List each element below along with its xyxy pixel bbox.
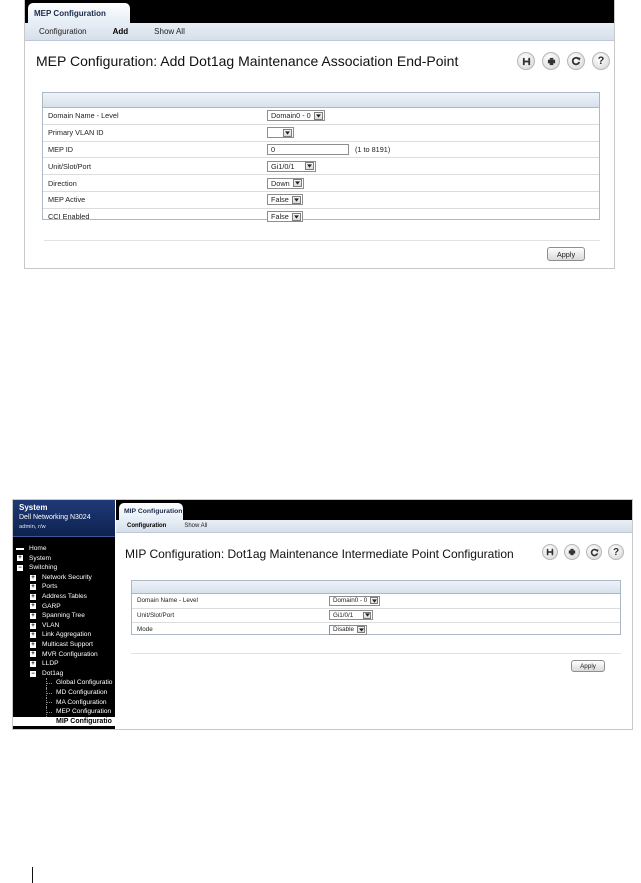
direction-select[interactable]	[267, 178, 304, 189]
mip-form	[131, 580, 621, 635]
row-direction	[43, 175, 599, 192]
subtab-bar	[116, 520, 633, 533]
chevron-down-icon	[292, 213, 301, 221]
unit-slot-port-select[interactable]	[329, 610, 373, 620]
chevron-down-icon	[283, 129, 292, 137]
sidebar-header	[13, 500, 115, 537]
tree-item-label: MVR Configuration	[42, 650, 98, 658]
expand-icon: +	[31, 574, 35, 581]
tree-item-label: Dot1ag	[42, 669, 64, 677]
domain-name-level-select[interactable]	[329, 596, 380, 606]
domain-name-level-select[interactable]	[267, 110, 325, 121]
tree-connector	[46, 683, 52, 684]
tree-item-link-aggregation[interactable]	[13, 630, 115, 640]
tree-item-label: Address Tables	[42, 593, 87, 600]
tree-item-label: GARP	[42, 602, 61, 610]
tree-item-label: VLAN	[42, 621, 60, 629]
device-model: Dell Networking N3024	[19, 514, 91, 521]
tree-item-label: MEP Configuration	[56, 708, 112, 716]
mode-label: Mode	[137, 626, 153, 634]
mep-id-range-hint: (1 to 8191)	[355, 144, 391, 154]
page-title: MEP Configuration: Add Dot1ag Maintenance Association End-Point	[36, 53, 459, 69]
expand-icon: +	[31, 660, 35, 667]
tree-item-mvr-configuration[interactable]	[13, 650, 115, 660]
help-icon[interactable]: ?	[608, 544, 624, 560]
tree-item-label: System	[29, 554, 51, 562]
chevron-down-icon	[292, 196, 301, 204]
tree-item-spanning-tree[interactable]	[13, 611, 115, 621]
direction-value: Down	[271, 178, 290, 188]
sidebar-title: System	[19, 503, 48, 512]
toolbar-icons	[542, 544, 630, 560]
tree-item-ports[interactable]	[13, 582, 115, 592]
tree-item-lldp[interactable]	[13, 659, 115, 669]
expand-icon: +	[31, 612, 35, 619]
mep-active-value: False	[271, 195, 289, 205]
mep-active-label: MEP Active	[43, 191, 264, 208]
save-icon[interactable]	[542, 544, 558, 560]
divider	[44, 240, 600, 241]
toolbar-icons	[517, 52, 615, 70]
tree-item-system[interactable]	[13, 554, 115, 564]
expand-icon: +	[31, 651, 35, 658]
unit-slot-port-value: Gi1/0/1	[271, 161, 295, 171]
row-mep-id	[43, 141, 599, 158]
tree-item-network-security[interactable]	[13, 573, 115, 583]
primary-vlan-id-select[interactable]	[267, 127, 294, 138]
row-cci-enabled	[43, 208, 599, 224]
apply-button[interactable]: Apply	[571, 660, 605, 672]
mep-form	[42, 92, 600, 220]
tree-item-label: Spanning Tree	[42, 612, 85, 620]
refresh-icon[interactable]	[567, 52, 585, 70]
unit-slot-port-label: Unit/Slot/Port	[132, 608, 327, 623]
mode-value: Disable	[333, 626, 354, 634]
row-primary-vlan-id	[43, 124, 599, 141]
tree-item-ma-configuration[interactable]	[13, 698, 115, 708]
subtab-bar	[25, 23, 614, 41]
top-tab-bar	[25, 0, 614, 23]
print-icon[interactable]	[564, 544, 580, 560]
mep-add-screenshot	[24, 0, 615, 269]
domain-name-level-value: Domain0 - 0	[333, 597, 368, 605]
tab-mep-configuration[interactable]: MEP Configuration	[28, 3, 130, 23]
tree-item-dot1ag[interactable]	[13, 669, 115, 679]
tree-item-multicast-support[interactable]	[13, 640, 115, 650]
help-icon[interactable]: ?	[592, 52, 610, 70]
tree-item-label: Link Aggregation	[42, 631, 92, 639]
row-domain-name-level	[132, 594, 620, 608]
tree-connector	[46, 693, 52, 694]
tree-item-vlan[interactable]	[13, 621, 115, 631]
subtab-show-all[interactable]: Show All	[184, 523, 208, 529]
cci-enabled-select[interactable]	[267, 211, 303, 222]
collapse-icon: −	[18, 564, 22, 571]
tree-item-label: MA Configuration	[56, 698, 107, 706]
cci-enabled-label: CCI Enabled	[48, 212, 90, 222]
row-unit-slot-port	[43, 158, 599, 175]
row-unit-slot-port	[132, 608, 620, 623]
divider	[131, 653, 621, 654]
mep-active-select[interactable]	[267, 194, 303, 205]
tree-connector	[46, 702, 52, 703]
subtab-show-all[interactable]: Show All	[154, 27, 185, 36]
domain-name-level-value: Domain0 - 0	[271, 111, 311, 121]
unit-slot-port-select[interactable]	[267, 161, 316, 172]
expand-icon: +	[18, 555, 22, 562]
print-icon[interactable]	[542, 52, 560, 70]
form-header-strip	[43, 93, 599, 108]
tree-item-switching[interactable]	[13, 563, 115, 573]
user-info: admin, r/w	[19, 524, 46, 530]
expand-icon: +	[31, 641, 35, 648]
navigation-sidebar	[13, 500, 115, 730]
tree-item-home[interactable]	[13, 544, 115, 554]
expand-icon: +	[31, 593, 35, 600]
subtab-configuration[interactable]: Configuration	[127, 523, 167, 529]
subtab-add[interactable]: Add	[112, 27, 129, 36]
subtab-configuration[interactable]: Configuration	[39, 27, 87, 36]
mep-id-label: MEP ID	[43, 141, 264, 158]
expand-icon: +	[31, 622, 35, 629]
expand-icon: +	[31, 632, 35, 639]
save-icon[interactable]	[517, 52, 535, 70]
tree-item-label: Switching	[29, 564, 58, 572]
tree-item-address-tables[interactable]	[13, 592, 115, 602]
tree-item-garp[interactable]	[13, 602, 115, 612]
tree-item-mip-configuration[interactable]	[13, 717, 115, 727]
tree-item-mep-configuration[interactable]	[13, 707, 115, 717]
top-tab-bar	[116, 500, 633, 520]
direction-label: Direction	[43, 175, 264, 192]
tree-item-label: Multicast Support	[42, 641, 93, 648]
tree-item-label: Global Configuratio	[56, 679, 113, 687]
domain-name-level-label: Domain Name - Level	[43, 108, 264, 124]
tree-item-label: MD Configuration	[56, 689, 108, 696]
mip-main-panel	[116, 500, 633, 730]
unit-slot-port-label: Unit/Slot/Port	[43, 158, 264, 175]
tree-item-label: MIP Configuratio	[56, 717, 112, 725]
form-header-strip	[132, 581, 620, 594]
chevron-down-icon	[293, 179, 302, 187]
tree-item-label: Network Security	[42, 573, 92, 581]
row-domain-name-level	[43, 108, 599, 124]
tree-connector	[46, 712, 52, 713]
mep-id-input[interactable]: 0	[267, 144, 349, 155]
tree-item-md-configuration[interactable]	[13, 688, 115, 698]
tab-mip-configuration[interactable]: MIP Configuration	[119, 503, 183, 520]
mip-config-screenshot	[12, 499, 633, 730]
cci-enabled-value: False	[271, 212, 289, 222]
primary-vlan-id-label: Primary VLAN ID	[43, 124, 264, 141]
chevron-down-icon	[370, 597, 378, 604]
chevron-down-icon	[363, 612, 371, 619]
expand-icon: +	[31, 603, 35, 610]
expand-icon: +	[31, 584, 35, 591]
row-mep-active	[43, 191, 599, 208]
chevron-down-icon	[314, 112, 323, 120]
tree-item-label: Home	[29, 545, 47, 552]
unit-slot-port-value: Gi1/0/1	[333, 611, 354, 619]
tree-item-label: Ports	[42, 583, 58, 591]
collapse-icon: −	[31, 670, 35, 677]
apply-button[interactable]: Apply	[547, 247, 585, 261]
mode-select[interactable]	[329, 625, 367, 635]
domain-name-level-label: Domain Name - Level	[132, 594, 327, 608]
chevron-down-icon	[357, 626, 365, 633]
tree-item-label: LLDP	[42, 660, 59, 668]
page-margin-rule	[32, 867, 33, 883]
row-mode	[132, 623, 620, 637]
refresh-icon[interactable]	[586, 544, 602, 560]
chevron-down-icon	[305, 162, 314, 170]
tree-item-global-configuration[interactable]	[13, 678, 115, 688]
page-title: MIP Configuration: Dot1ag Maintenance Intermediate Point Configuration	[125, 547, 514, 561]
home-icon	[16, 548, 24, 550]
